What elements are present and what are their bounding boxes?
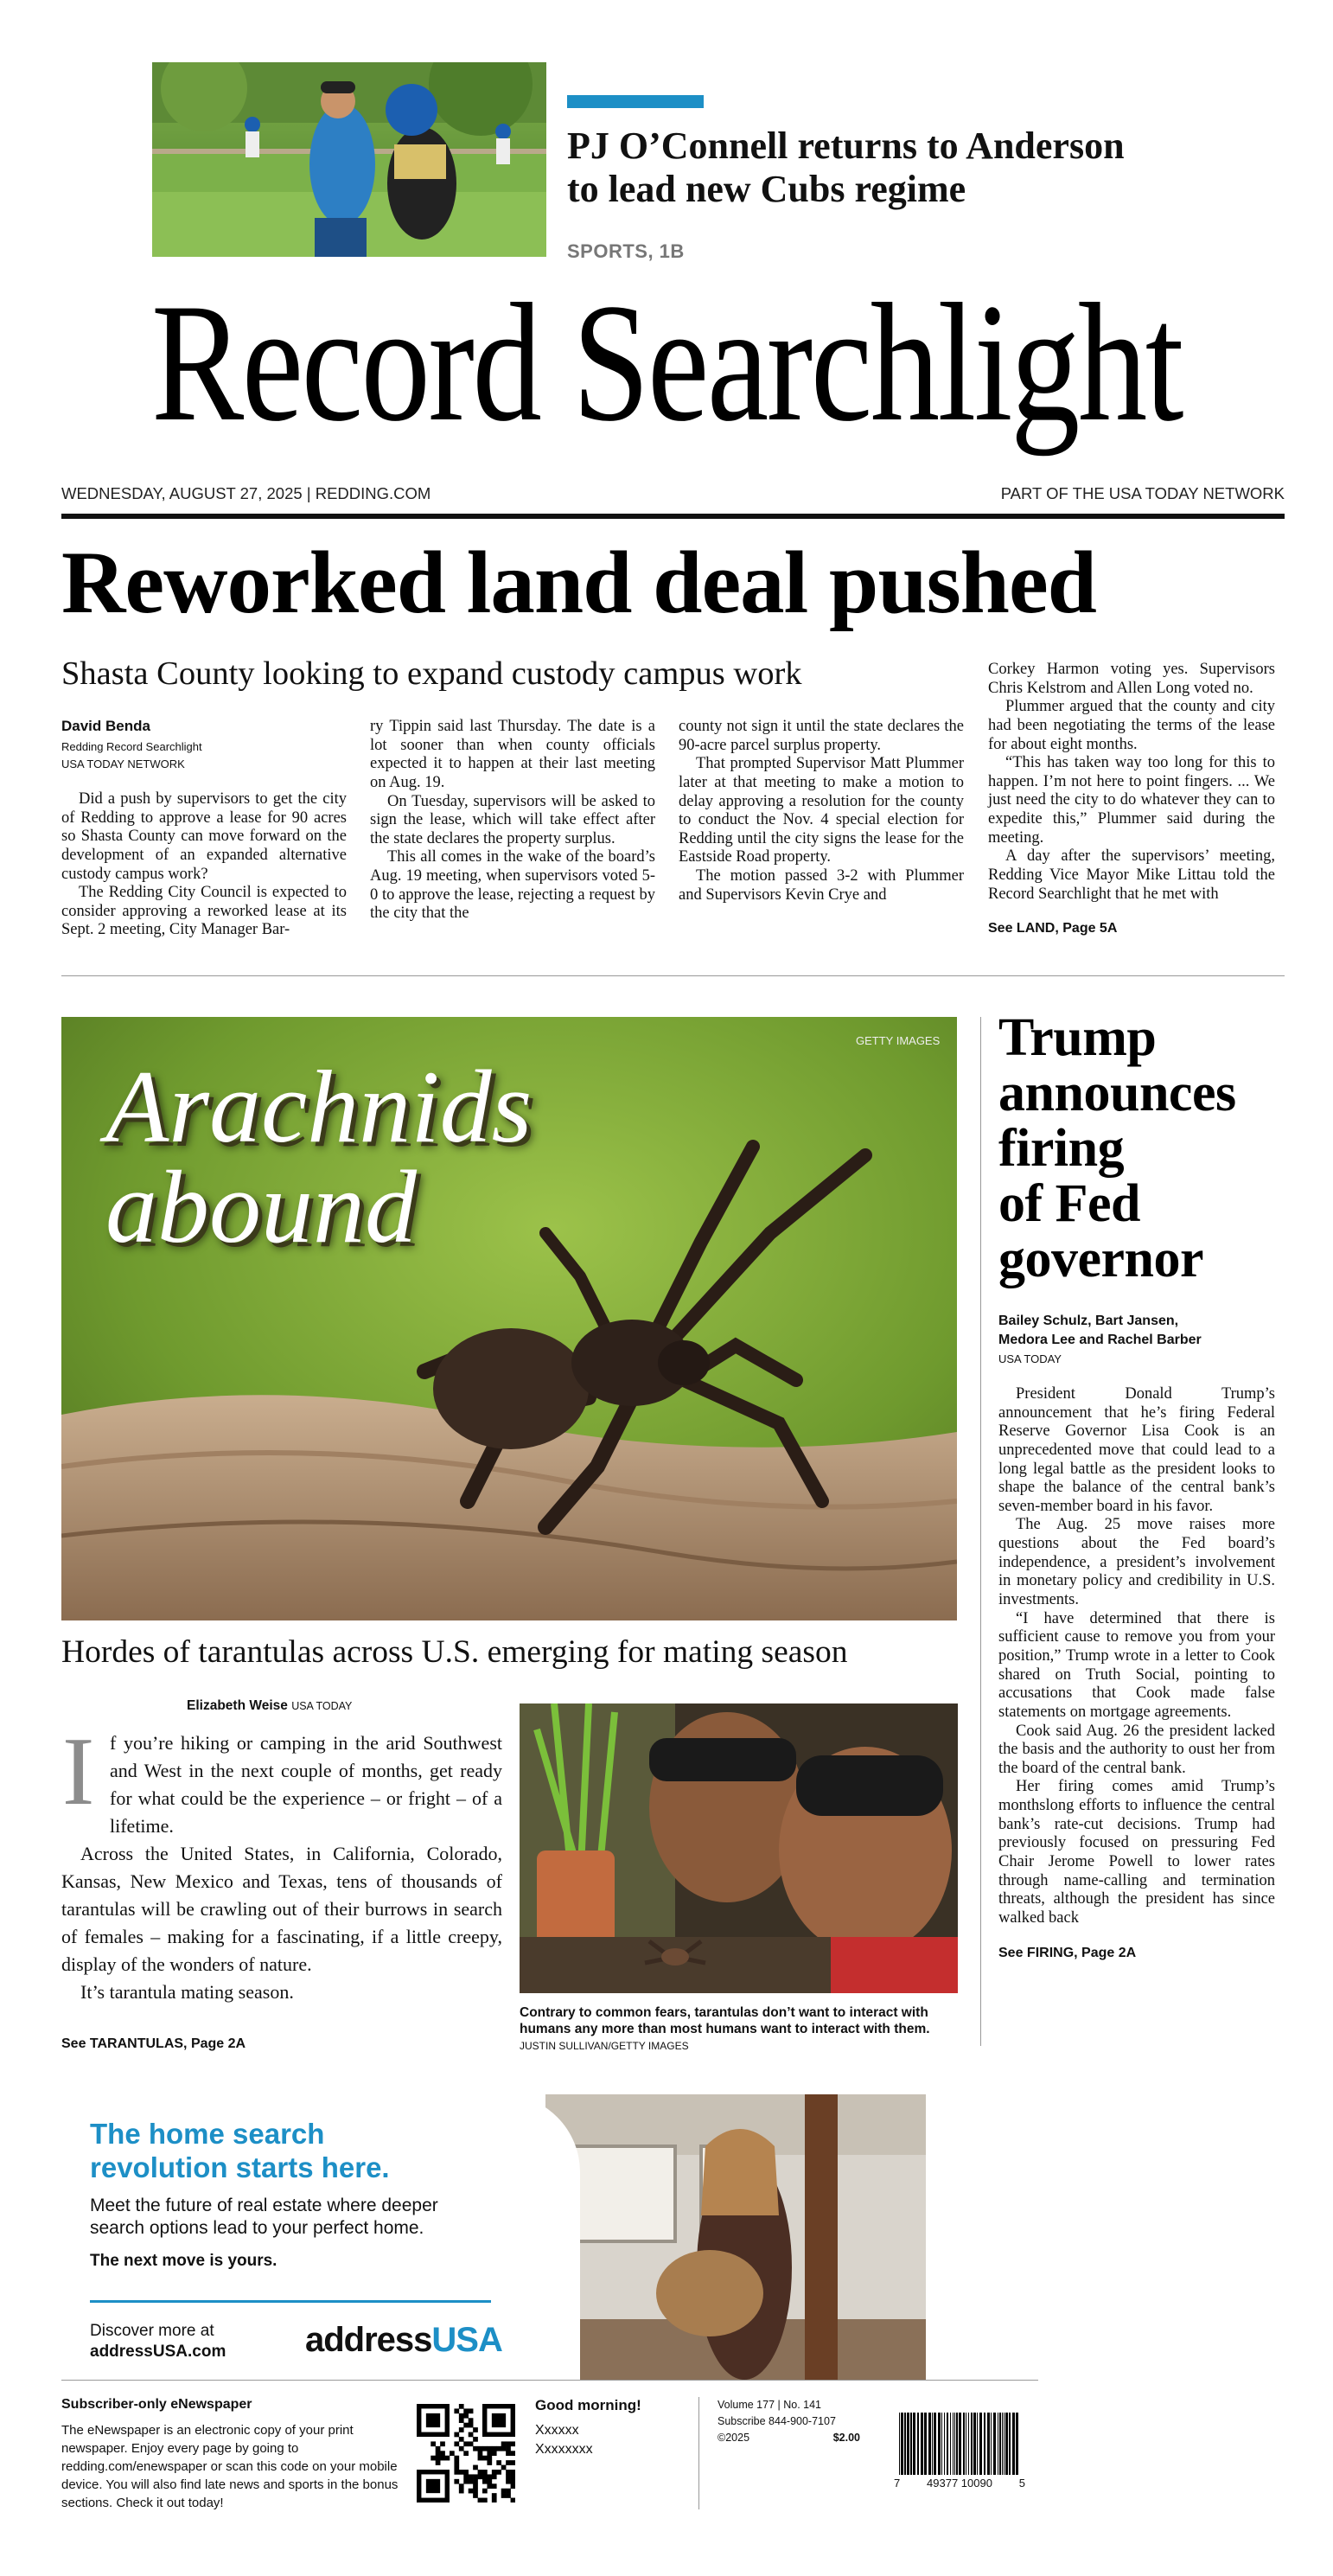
- photo-credit: GETTY IMAGES: [856, 1034, 941, 1047]
- ad-cta-line1: Discover more at: [90, 2322, 214, 2340]
- issue-info: [718, 2397, 860, 2446]
- fed-headline-line: governor: [998, 1230, 1204, 1288]
- lead-paragraph: That prompted Supervisor Matt Plummer later at that meeting to make a motion to delay approving a resolution for the county to conduct the Nov. 4 special election for Redding until the city signs the lease for the Eastside Road property.: [679, 755, 964, 866]
- lead-jump-link[interactable]: See LAND, Page 5A: [988, 921, 1118, 936]
- fed-headline-line: firing: [998, 1119, 1125, 1178]
- lead-paragraph: “This has taken way too long for this to happen. I’m not here to point fingers. ... We just need the city to do whatever they can to expedite this,” Plummer said during the meeting.: [988, 754, 1275, 847]
- subscribe-phone: Subscribe 844-900-7107: [718, 2415, 836, 2427]
- masthead-rule: [61, 514, 1285, 519]
- masthead-title: Record Searchlight: [151, 269, 1182, 457]
- logo-part2: USA: [431, 2321, 502, 2359]
- volume: Volume 177 | No. 141: [718, 2399, 821, 2411]
- ad-cta[interactable]: [90, 2321, 226, 2362]
- address-usa-logo[interactable]: [305, 2321, 502, 2360]
- logo-part1: address: [305, 2321, 432, 2359]
- football-practice-photo: [152, 62, 546, 257]
- caption-credit: JUSTIN SULLIVAN/GETTY IMAGES: [520, 2040, 689, 2052]
- lead-paragraph: The Redding City Council is expected to consider approving a reworked lease at its Sept. 2 meeting, City Manager Bar-: [61, 884, 347, 939]
- tarantula-paragraph: Across the United States, in California, Colorado, Kansas, New Mexico and Texas, tens of thousands of tarantulas will be crawling out of their burrows in search of females – making for a fascinating, if a little creepy, display of the wonders of nature.: [61, 1843, 502, 1975]
- lead-paragraph: Did a push by supervisors to get the city of Redding to approve a lease for 90 acres so Shasta County can move forward on the development of an expanded alternative custody campus work?: [61, 790, 347, 883]
- network-line: PART OF THE USA TODAY NETWORK: [1000, 484, 1285, 502]
- qr-code[interactable]: [417, 2404, 515, 2502]
- kids-photo-caption: [520, 2004, 960, 2055]
- lead-byline: [61, 718, 321, 770]
- price: $2.00: [832, 2432, 860, 2444]
- barcode-bars: [899, 2413, 1020, 2475]
- copyright: ©2025: [718, 2432, 750, 2444]
- fed-body: [998, 1385, 1275, 1961]
- ad-body-line1: Meet the future of real estate where deeper: [90, 2196, 438, 2215]
- lead-subhead: Shasta County looking to expand custody campus work: [61, 655, 802, 692]
- ad-headline-line2: revolution starts here.: [90, 2151, 390, 2183]
- subscriber-name2: Xxxxxxxx: [535, 2442, 593, 2457]
- barcode: [899, 2413, 1020, 2475]
- greeting: Good morning!: [535, 2397, 641, 2413]
- tarantula-body: [61, 1729, 502, 2006]
- byline-org: USA TODAY: [998, 1352, 1062, 1365]
- greeting-block: [535, 2397, 641, 2459]
- tarantula-paragraph: It’s tarantula mating season.: [80, 1981, 294, 2003]
- byline-org: USA TODAY: [291, 1700, 353, 1712]
- lead-paragraph: On Tuesday, supervisors will be asked to sign the lease, which will take effect after the state declares the property surplus.: [370, 792, 655, 847]
- byline-line2: Medora Lee and Rachel Barber: [998, 1333, 1202, 1347]
- byline-name: David Benda: [61, 718, 150, 734]
- ad-divider: [90, 2300, 491, 2303]
- tarantula-paragraph: f you’re hiking or camping in the arid Southwest and West in the next couple of months, get ready for what could be the experience – or fright – of a lifetime.: [110, 1732, 502, 1837]
- fed-headline-line: Trump: [998, 1008, 1157, 1067]
- children-tarantula-image: [520, 1703, 958, 1993]
- ad-body-line2: search options lead to your perfect home.: [90, 2218, 424, 2238]
- date-line: WEDNESDAY, AUGUST 27, 2025 | REDDING.COM: [61, 484, 431, 502]
- fed-headline-line: announces: [998, 1064, 1236, 1122]
- barcode-mid: 49377 10090: [927, 2477, 992, 2490]
- ad-headline: [90, 2117, 390, 2184]
- byline-name: Elizabeth Weise: [187, 1698, 288, 1713]
- enews-title: Subscriber-only eNewspaper: [61, 2397, 252, 2412]
- ad-body: [90, 2195, 438, 2240]
- lead-column-1: [61, 790, 347, 940]
- tarantula-jump-link[interactable]: See TARANTULAS, Page 2A: [61, 2036, 246, 2051]
- byline-line1: Bailey Schulz, Bart Jansen,: [998, 1314, 1179, 1328]
- enews-block: [61, 2397, 407, 2512]
- enews-body: The eNewspaper is an electronic copy of your print newspaper. Enjoy every page by going to redding.com/enewspaper or scan this code on your mobile device. You will also find late news and sports in the bonus sections. Check it out today!: [61, 2423, 399, 2510]
- lead-paragraph: ry Tippin said last Thursday. The date is a lot sooner than when county officials expected it to happen at their last meeting on Aug. 19.: [370, 718, 655, 791]
- barcode-right: 5: [1018, 2477, 1025, 2490]
- fed-byline: [998, 1312, 1202, 1369]
- barcode-left: 7: [894, 2477, 901, 2490]
- lead-paragraph: county not sign it until the state declares the 90-acre parcel surplus property.: [679, 718, 964, 754]
- lead-column-4: [988, 661, 1275, 937]
- overlay-line2: abound: [105, 1149, 417, 1264]
- promo-section-ref[interactable]: SPORTS, 1B: [567, 240, 685, 262]
- fed-paragraph: President Donald Trump’s announcement that he’s firing Federal Reserve Governor Lisa Cook is an unprecedented move that could lead to a long legal battle as the president looks to shape the balance of the central bank’s seven-member board in his favor.: [998, 1385, 1275, 1515]
- footer-rule: [61, 2380, 1038, 2381]
- ad-headline-line1: The home search: [90, 2118, 325, 2150]
- fed-headline[interactable]: [998, 1010, 1292, 1287]
- lead-paragraph: A day after the supervisors’ meeting, Redding Vice Mayor Mike Littau told the Record Searchlight that he met with: [988, 847, 1275, 903]
- barcode-digits: [894, 2477, 1025, 2490]
- promo-headline[interactable]: [567, 125, 1241, 211]
- fed-paragraph: “I have determined that there is sufficient cause to remove you from your position,” Trump wrote in a letter to Cook shared on Truth Social, pointing to accusations that Cook made false statements on mortgage agreements.: [998, 1609, 1275, 1721]
- tarantula-byline: [187, 1698, 352, 1714]
- ad-cta-line2: addressUSA.com: [90, 2343, 226, 2361]
- lead-column-2: [370, 718, 655, 924]
- qr-pattern: [417, 2404, 515, 2502]
- advertisement[interactable]: [61, 2094, 926, 2380]
- kids-photo[interactable]: [520, 1703, 958, 1993]
- overlay-line1: Arachnids: [105, 1049, 533, 1164]
- fed-paragraph: The Aug. 25 move raises more questions about the Fed board’s independence, a president’s involvement in monetary policy and credibility in U.S. investments.: [998, 1516, 1275, 1609]
- lead-paragraph: Plummer argued that the county and city had been negotiating the terms of the lease for about eight months.: [988, 698, 1275, 753]
- fed-paragraph: Cook said Aug. 26 the president lacked the basis and the authority to oust her from the board of the central bank.: [998, 1722, 1275, 1777]
- promo-headline-line1: PJ O’Connell returns to Anderson: [567, 125, 1125, 167]
- photo-overlay-title: [105, 1049, 533, 1264]
- caption-text: Contrary to common fears, tarantulas don’t want to interact with humans any more than most humans want to interact with them.: [520, 2005, 930, 2036]
- fed-column-rule: [980, 1017, 981, 2046]
- lead-headline[interactable]: Reworked land deal pushed: [61, 534, 1096, 632]
- byline-paper: Redding Record Searchlight: [61, 740, 202, 753]
- subscriber-name1: Xxxxxx: [535, 2423, 579, 2438]
- section-divider: [61, 975, 1285, 976]
- lead-paragraph: The motion passed 3-2 with Plummer and Supervisors Kevin Crye and: [679, 867, 964, 904]
- promo-headline-line2: to lead new Cubs regime: [567, 168, 966, 210]
- lead-column-3: [679, 718, 964, 904]
- lead-paragraph: This all comes in the wake of the board’s Aug. 19 meeting, when supervisors voted 5-0 to approve the lease, rejecting a request by the city that the: [370, 848, 655, 923]
- promo-photo[interactable]: [152, 62, 546, 257]
- fed-jump-link[interactable]: See FIRING, Page 2A: [998, 1945, 1137, 1960]
- drop-cap: I: [62, 1718, 95, 1825]
- ad-photo: [545, 2094, 926, 2380]
- fed-headline-line: of Fed: [998, 1174, 1141, 1233]
- footer-vrule: [698, 2397, 699, 2509]
- tarantula-headline[interactable]: Hordes of tarantulas across U.S. emerging for mating season: [61, 1634, 848, 1670]
- promo-accent-bar: [567, 95, 704, 108]
- lead-paragraph: Corkey Harmon voting yes. Supervisors Chris Kelstrom and Allen Long voted no.: [988, 661, 1275, 697]
- ad-tagline: The next move is yours.: [90, 2252, 277, 2270]
- byline-network: USA TODAY NETWORK: [61, 757, 185, 770]
- fed-paragraph: Her firing comes amid Trump’s monthslong efforts to influence the central bank’s rate-cut decisions. Trump had previously focused on pressuring Fed Chair Jerome Powell to lower rates through name-calling and termination threats, although the president has since walked back: [998, 1778, 1275, 1927]
